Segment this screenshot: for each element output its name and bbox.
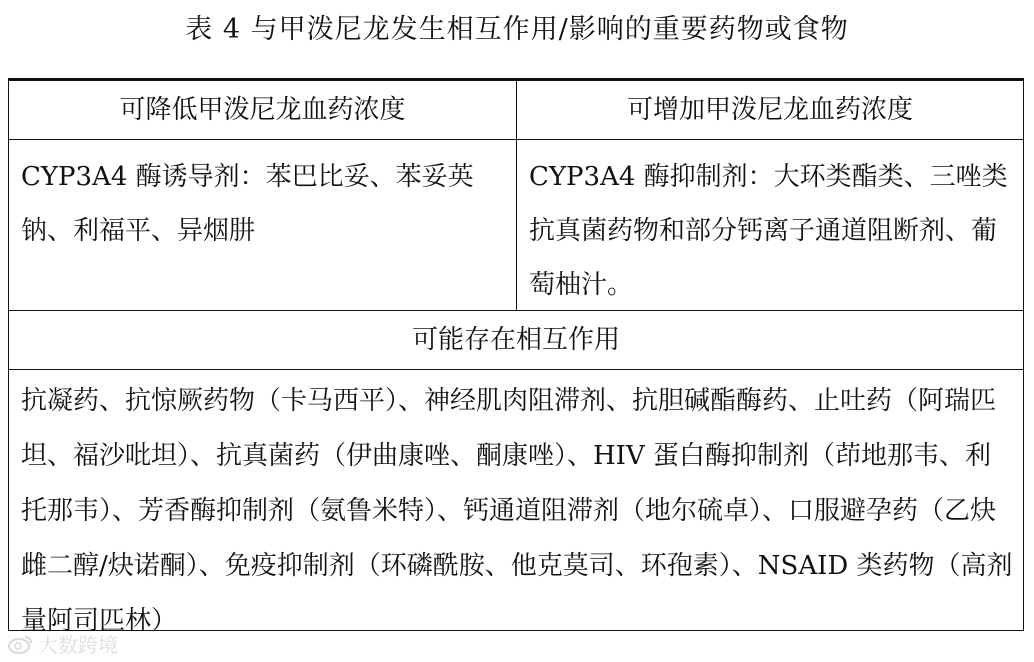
- cyp3a4-inducers-cell: CYP3A4 酶诱导剂：苯巴比妥、苯妥英钠、利福平、异烟肼: [9, 140, 517, 310]
- table-body-row: [9, 140, 1023, 311]
- header-increase-concentration: 可增加甲泼尼龙血药浓度: [626, 95, 913, 125]
- possible-interaction-header-row: [9, 311, 1023, 370]
- weibo-logo-icon: [8, 634, 34, 654]
- possible-interaction-body-row: [9, 370, 1023, 636]
- possible-interaction-title: 可能存在相互作用: [411, 325, 620, 355]
- table-header-row: [9, 81, 1023, 140]
- table-caption: 表 4 与甲泼尼龙发生相互作用/影响的重要药物或食物: [185, 14, 849, 45]
- header-decrease-concentration: 可降低甲泼尼龙血药浓度: [9, 81, 517, 139]
- possible-interaction-drugs-cell: 抗凝药、抗惊厥药物（卡马西平）、神经肌肉阻滞剂、抗胆碱酯酶药、止吐药（阿瑞匹坦、福沙吡坦）、抗真菌药（伊曲康唑、酮康唑）、HIV 蛋白酶抑制剂（茚地那韦、利托那韦）、芳香酶抑制剂（氨鲁米特）、钙通道阻滞剂（地尔硫卓）、口服避孕药（乙炔雌二醇/炔诺酮）、免疫抑制剂（环磷酰胺、他克莫司、环孢素）、NSAID 类药物（高剂量阿司匹林）: [21, 386, 1013, 636]
- cyp3a4-inhibitors-cell: CYP3A4 酶抑制剂：大环类酯类、三唑类抗真菌药物和部分钙离子通道阻断剂、葡萄柚汁。: [529, 162, 1008, 300]
- watermark-text: 大数跨境: [38, 633, 118, 657]
- drug-interaction-table: [8, 78, 1024, 636]
- watermark: [8, 629, 118, 658]
